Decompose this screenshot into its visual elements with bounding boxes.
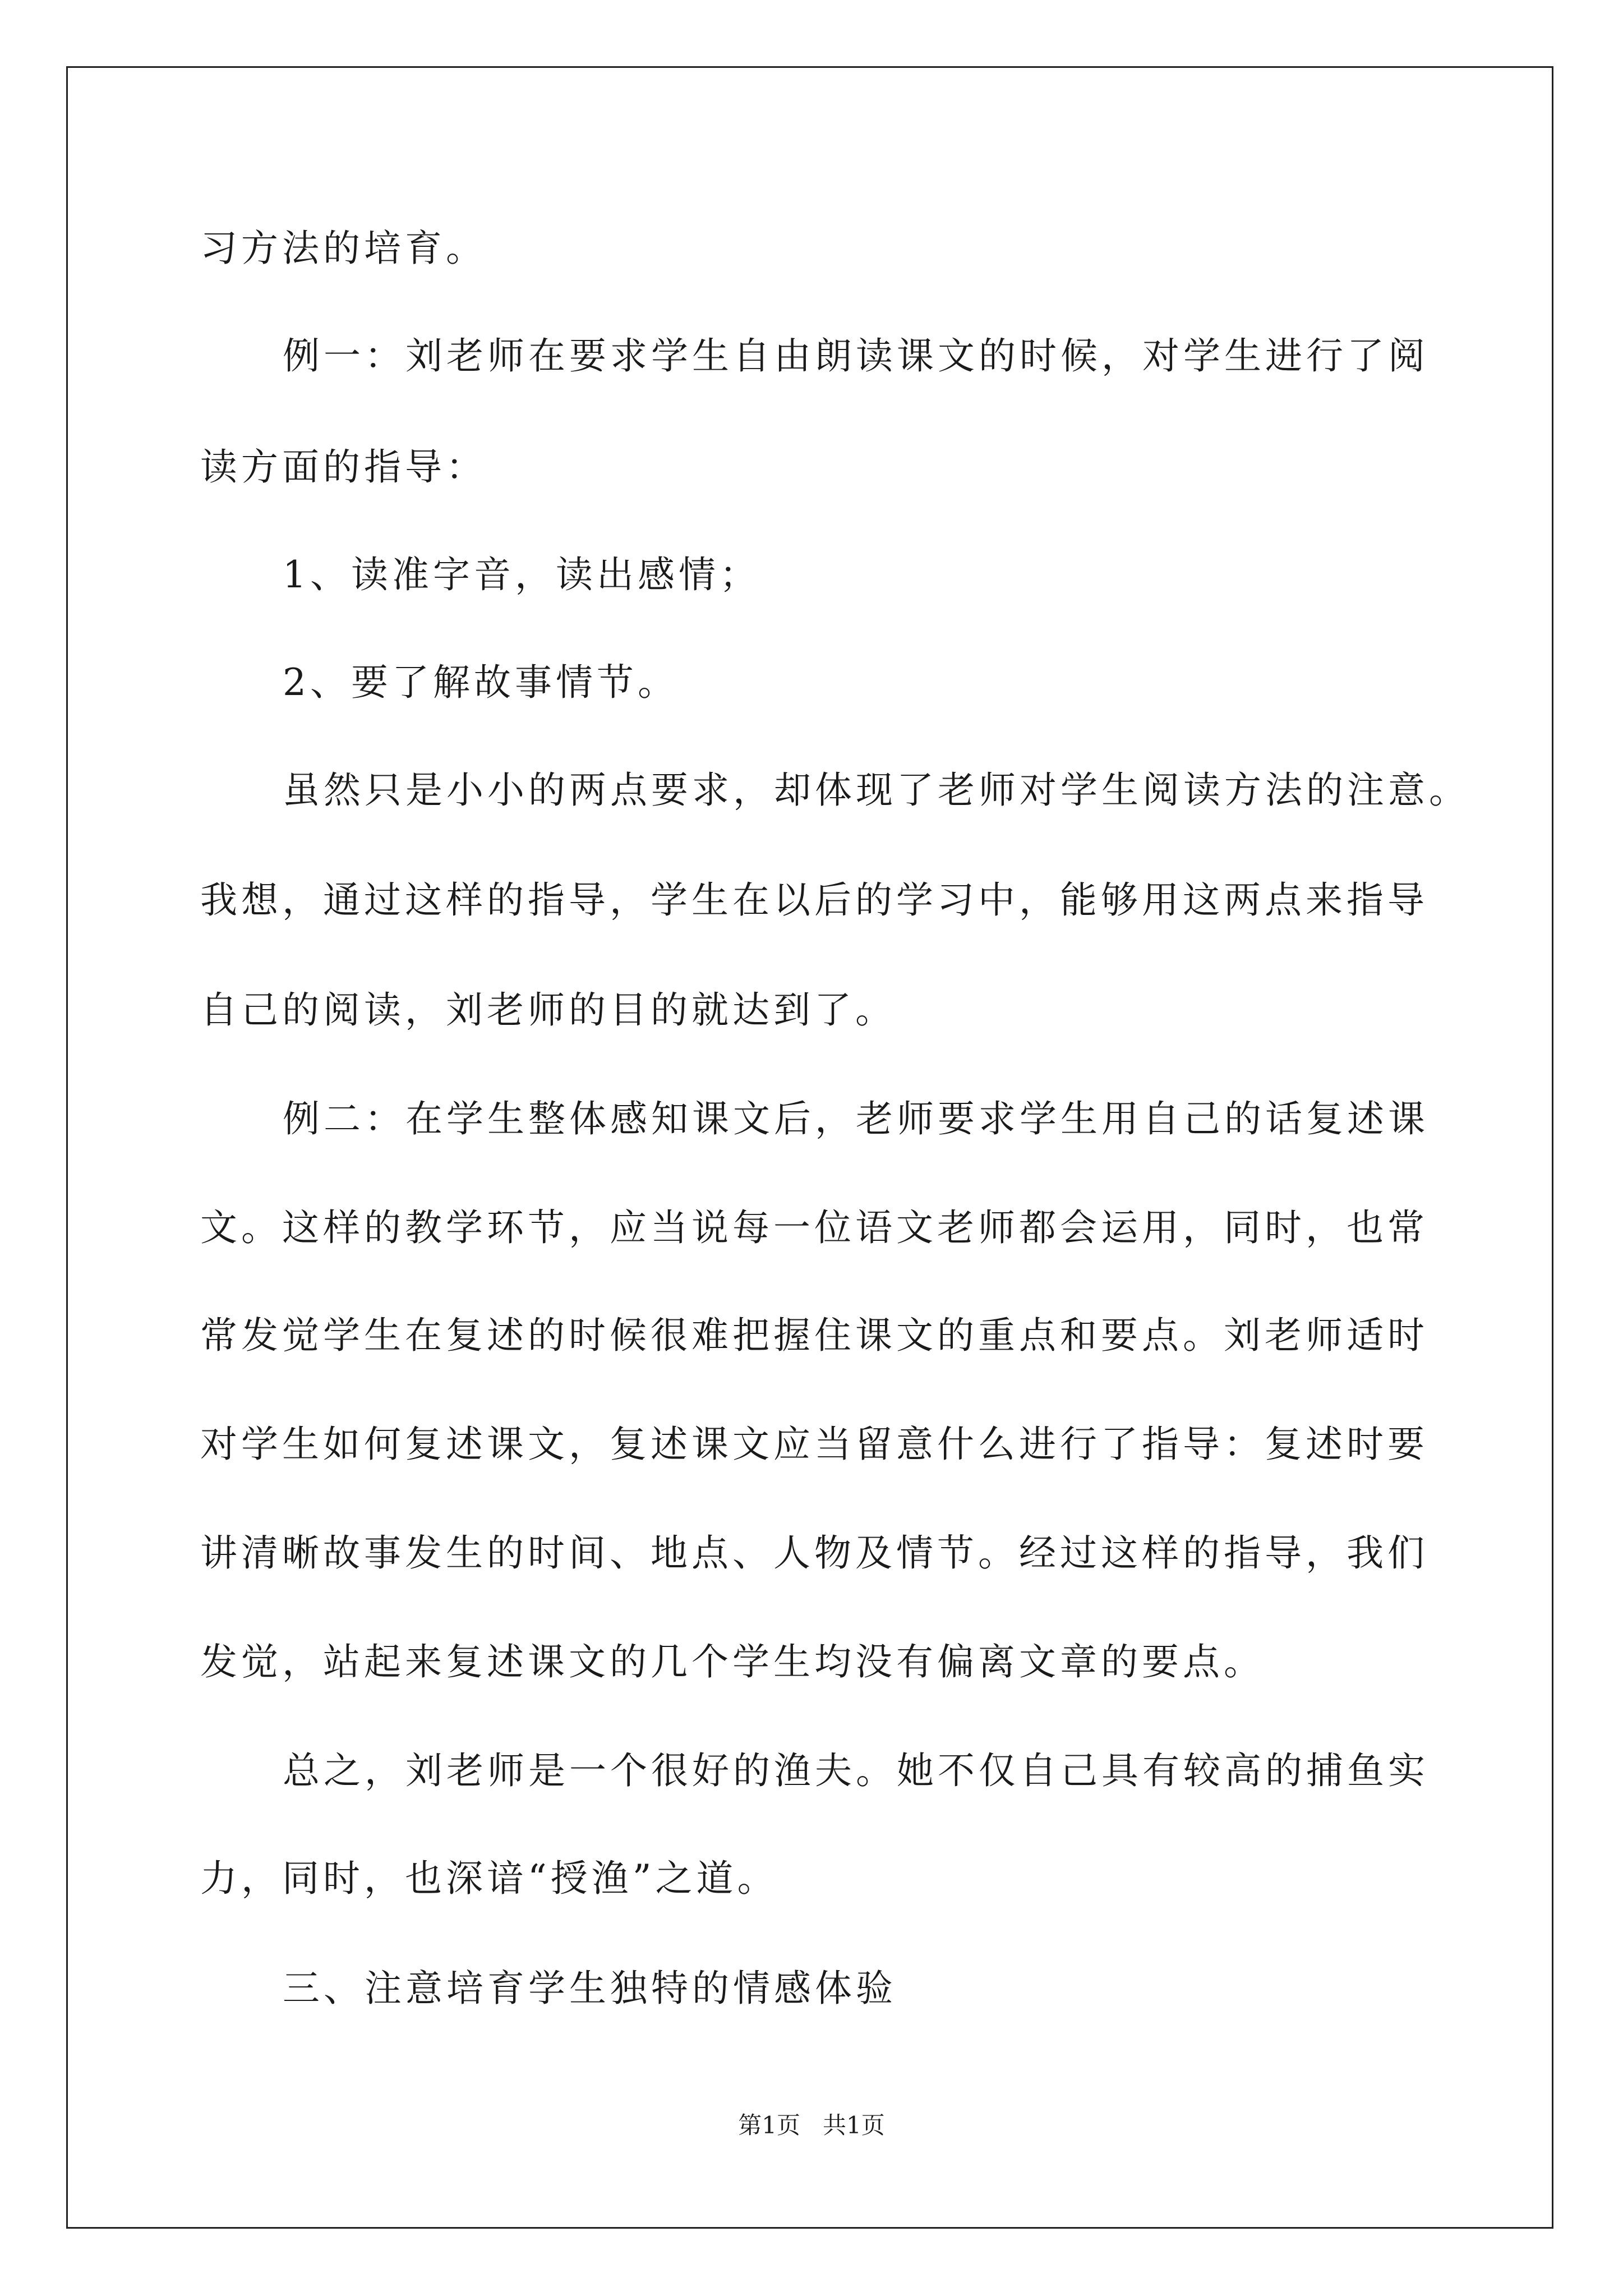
paragraph-line: 虽然只是小小的两点要求，却体现了老师对学生阅读方法的注意。 bbox=[283, 769, 1470, 812]
paragraph-line: 自己的阅读，刘老师的目的就达到了。 bbox=[200, 988, 896, 1032]
paragraph-line: 1、读准字音，读出感情； bbox=[283, 553, 760, 596]
paragraph-line: 讲清晰故事发生的时间、地点、人物及情节。经过这样的指导，我们 bbox=[200, 1531, 1428, 1575]
paragraph-line: 力，同时，也深谙“授渔”之道。 bbox=[200, 1857, 778, 1900]
paragraph-line: 例一：刘老师在要求学生自由朗读课文的时候，对学生进行了阅 bbox=[283, 334, 1429, 378]
page-number-footer: 第1页 共1页 bbox=[738, 2111, 885, 2139]
paragraph-line: 对学生如何复述课文，复述课文应当留意什么进行了指导：复述时要 bbox=[200, 1423, 1428, 1466]
section-heading: 三、注意培育学生独特的情感体验 bbox=[283, 1967, 897, 2010]
paragraph-line: 2、要了解故事情节。 bbox=[283, 661, 679, 704]
paragraph-line: 文。这样的教学环节，应当说每一位语文老师都会运用，同时，也常 bbox=[200, 1206, 1428, 1249]
paragraph-line: 例二：在学生整体感知课文后，老师要求学生用自己的话复述课 bbox=[283, 1097, 1429, 1140]
paragraph-line: 常发觉学生在复述的时候很难把握住课文的重点和要点。刘老师适时 bbox=[200, 1314, 1428, 1357]
paragraph-line: 我想，通过这样的指导，学生在以后的学习中，能够用这两点来指导 bbox=[200, 878, 1428, 922]
paragraph-line: 读方面的指导： bbox=[200, 445, 487, 489]
paragraph-line: 习方法的培育。 bbox=[200, 227, 487, 270]
page-border bbox=[66, 66, 1553, 2229]
paragraph-line: 总之，刘老师是一个很好的渔夫。她不仅自己具有较高的捕鱼实 bbox=[283, 1749, 1429, 1792]
paragraph-line: 发觉，站起来复述课文的几个学生均没有偏离文章的要点。 bbox=[200, 1640, 1265, 1683]
